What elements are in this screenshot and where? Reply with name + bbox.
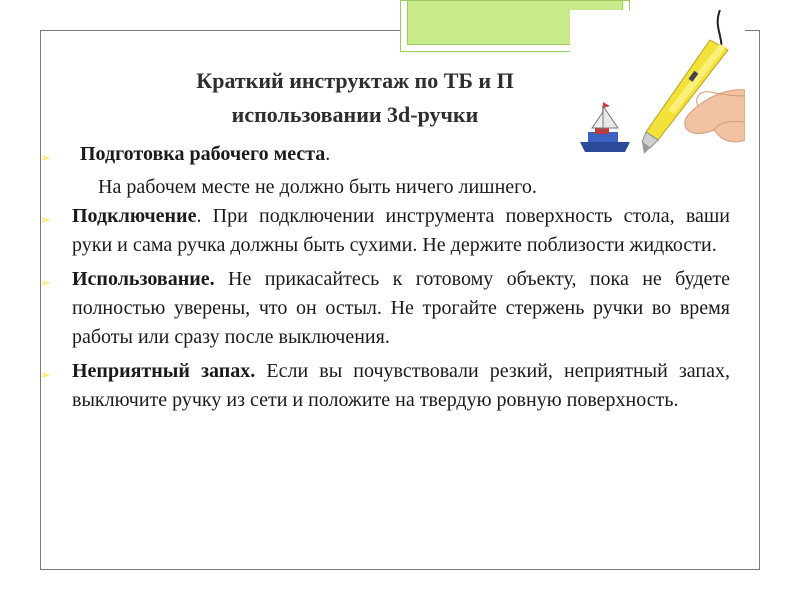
- bullet-arrow-icon: ➢: [40, 275, 51, 290]
- instruction-list: [40, 140, 730, 415]
- bullet-arrow-icon: ➢: [40, 212, 51, 227]
- list-item-usage: [40, 265, 730, 352]
- item-text: .: [325, 143, 331, 165]
- item-heading: Подготовка рабочего места: [80, 143, 326, 165]
- item-heading: Подключение: [72, 205, 197, 227]
- slide-title: [95, 64, 615, 132]
- hand: [685, 90, 745, 142]
- item-heading: Использование.: [72, 268, 215, 290]
- item-text: Не прикасайтесь к готовому объекту, пока не будете полностью уверены, что он остыл. Не трогайте стержень ручки во время работы или сразу после выключения.: [72, 268, 730, 348]
- list-item-smell: [40, 357, 730, 415]
- 3d-pen-hand-image: [570, 10, 745, 160]
- preparation-note: На рабочем месте не должно быть ничего лишнего.: [98, 176, 537, 198]
- title-line-1: Краткий инструктаж по ТБ и П: [196, 68, 514, 93]
- item-text: . При подключении инструмента поверхность стола, ваши руки и сама ручка должны быть сухими. Не держите поблизости жидкости.: [72, 205, 730, 256]
- list-item-preparation: [40, 140, 730, 169]
- list-item-connection: [40, 202, 730, 260]
- item-heading: Неприятный запах.: [72, 360, 256, 382]
- item-text: Если вы почувствовали резкий, неприятный запах, выключите ручку из сети и положите на твердую ровную поверхность.: [72, 360, 730, 411]
- bullet-arrow-icon: ➢: [40, 367, 51, 382]
- title-line-2: использовании 3d-ручки: [231, 102, 479, 127]
- bullet-arrow-icon: ➢: [40, 150, 51, 165]
- 3d-pen-hand-icon: [570, 10, 745, 160]
